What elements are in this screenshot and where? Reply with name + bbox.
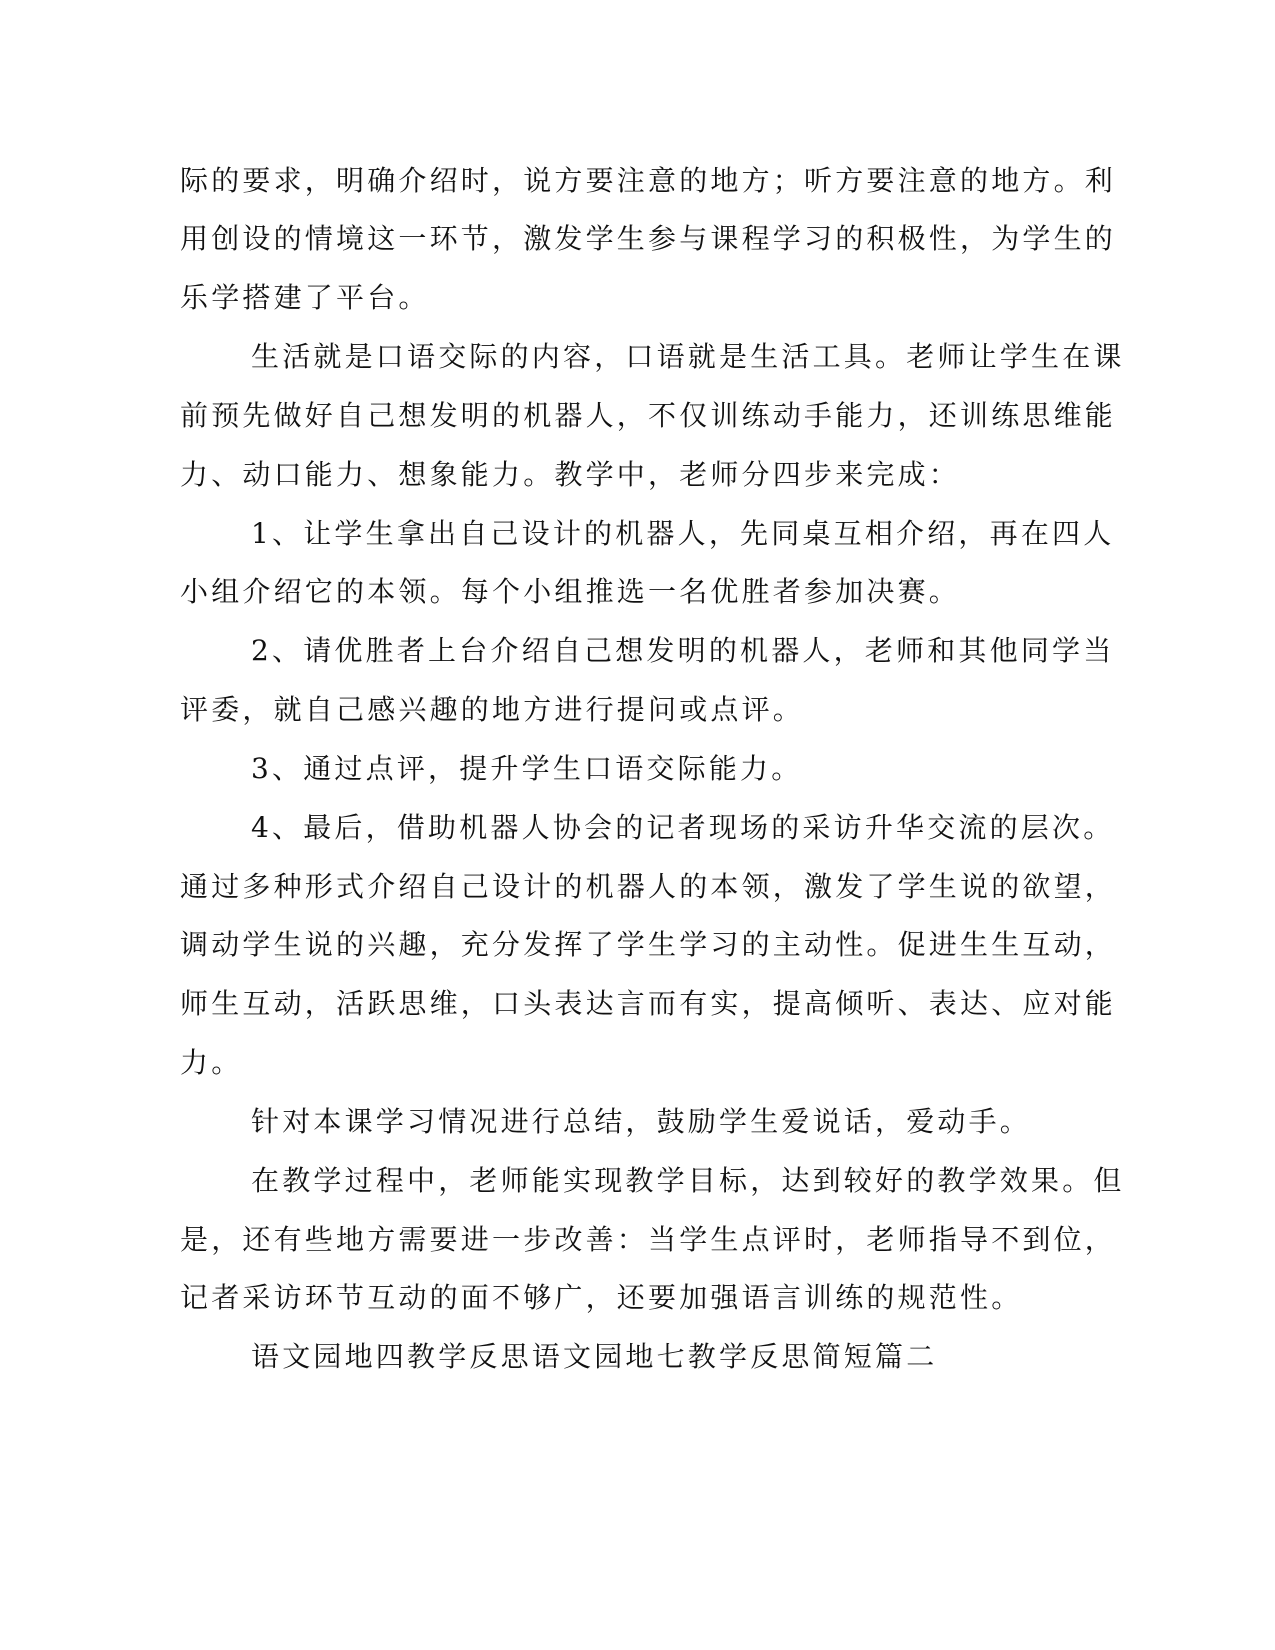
text-line: 生活就是口语交际的内容，口语就是生活工具。老师让学生在课 [251, 340, 1125, 373]
text-line: 用创设的情境这一环节，激发学生参与课程学习的积极性，为学生的 [180, 222, 1117, 255]
text-line: 力、动口能力、想象能力。教学中，老师分四步来完成： [180, 458, 961, 491]
text-line: 评委，就自己感兴趣的地方进行提问或点评。 [180, 693, 805, 726]
text-line: 是，还有些地方需要进一步改善：当学生点评时，老师指导不到位， [180, 1223, 1117, 1256]
text-line: 4、最后，借助机器人协会的记者现场的采访升华交流的层次。 [251, 811, 1115, 844]
text-line: 小组介绍它的本领。每个小组推选一名优胜者参加决赛。 [180, 575, 961, 608]
text-line: 力。 [180, 1046, 243, 1079]
text-line: 针对本课学习情况进行总结，鼓励学生爱说话，爱动手。 [251, 1105, 1032, 1138]
text-line: 前预先做好自己想发明的机器人，不仅训练动手能力，还训练思维能 [180, 399, 1117, 432]
text-line: 师生互动，活跃思维，口头表达言而有实，提高倾听、表达、应对能 [180, 987, 1117, 1020]
text-line: 3、通过点评，提升学生口语交际能力。 [251, 752, 803, 785]
text-line: 1、让学生拿出自己设计的机器人，先同桌互相介绍，再在四人 [251, 517, 1115, 550]
text-line: 乐学搭建了平台。 [180, 281, 430, 314]
section-heading: 语文园地四教学反思语文园地七教学反思简短篇二 [251, 1340, 938, 1373]
text-line: 2、请优胜者上台介绍自己想发明的机器人，老师和其他同学当 [251, 634, 1115, 667]
text-line: 调动学生说的兴趣，充分发挥了学生学习的主动性。促进生生互动， [180, 928, 1117, 961]
text-line: 记者采访环节互动的面不够广，还要加强语言训练的规范性。 [180, 1281, 1023, 1314]
text-line: 在教学过程中，老师能实现教学目标，达到较好的教学效果。但 [251, 1164, 1125, 1197]
text-line: 际的要求，明确介绍时，说方要注意的地方；听方要注意的地方。利 [180, 164, 1117, 197]
text-line: 通过多种形式介绍自己设计的机器人的本领，激发了学生说的欲望， [180, 870, 1117, 903]
